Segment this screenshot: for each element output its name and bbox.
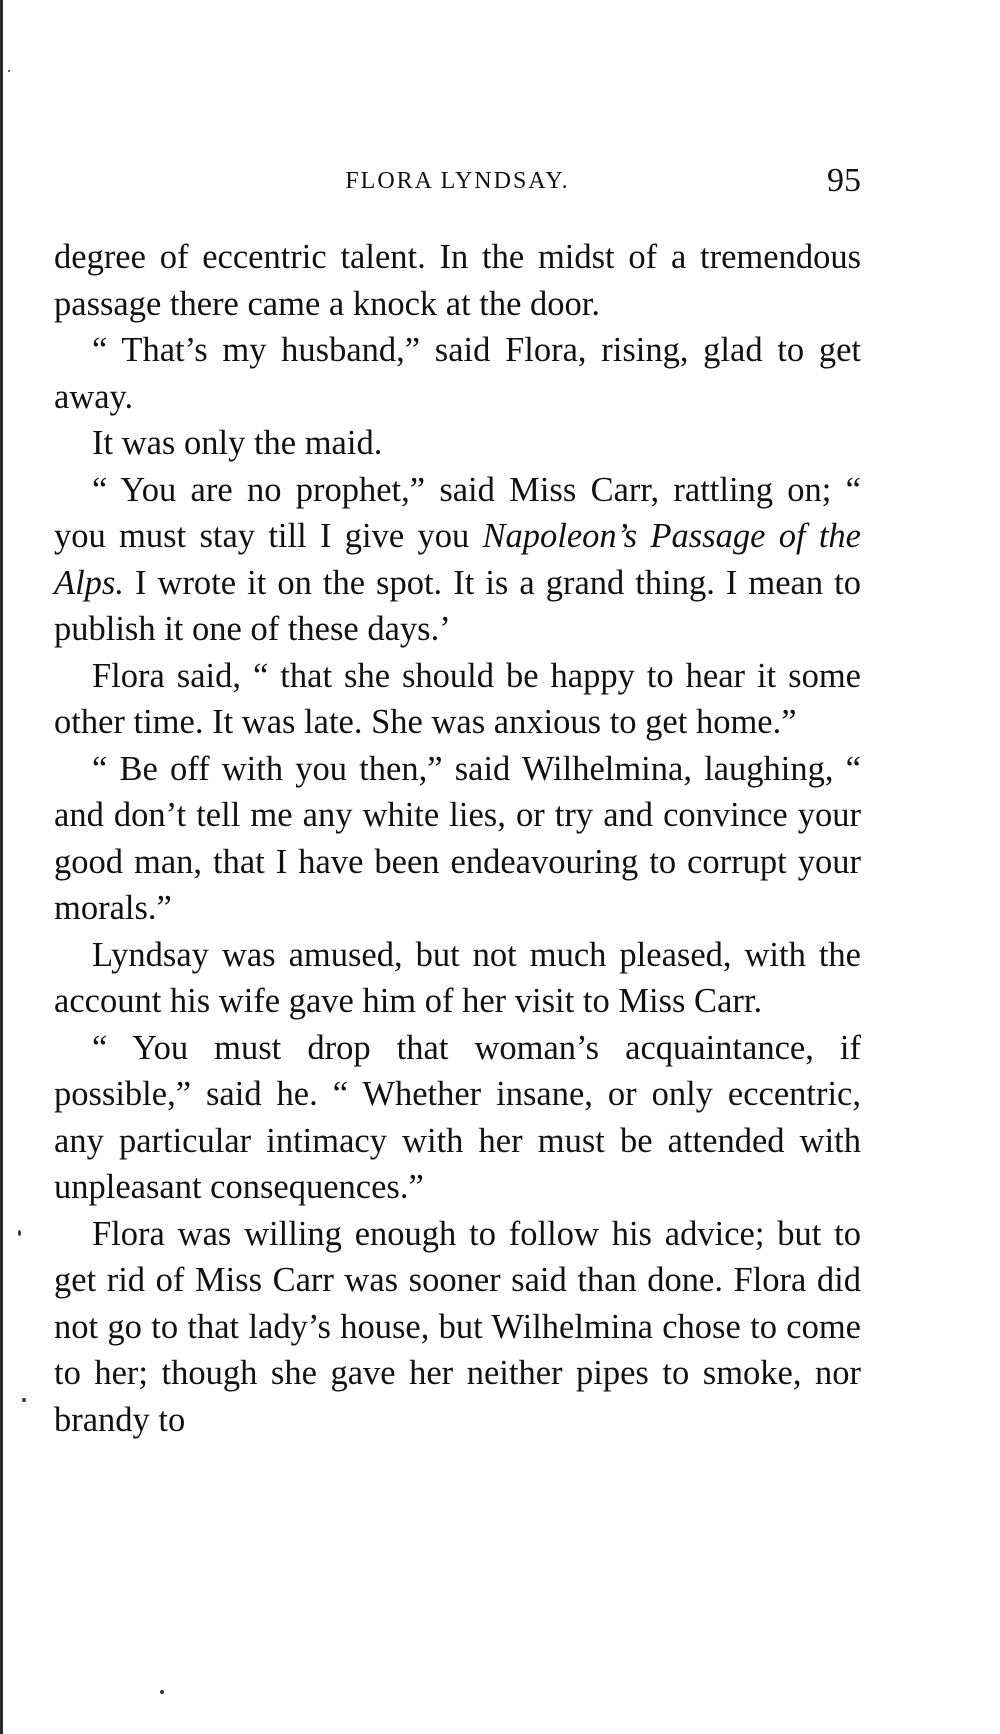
paragraph-3: It was only the maid. [92,424,383,462]
paragraph-1: degree of eccentric talent. In the midst of a tremendous passage there came a knock at the door. [54,238,861,323]
paragraph-9: Flora was willing enough to follow his advice; but to get rid of Miss Carr was sooner said than done. Flora did not go to that lady’s house, but Wilhelmina chose to come to her; though she gave her neither pipes to smoke, nor brandy to [54,1214,861,1439]
paragraph-6: “ Be off with you then,” said Wilhelmina, laughing, “ and don’t tell me any white lies, or try and convince your good man, that I have been endeavouring to corrupt your morals.” [54,749,861,927]
running-title: FLORA LYNDSAY. [345,168,570,194]
ink-speck [8,70,10,72]
ink-speck [160,1690,164,1694]
paragraph-7: Lyndsay was amused, but not much pleased, with the account his wife gave him of her visit to Miss Carr. [54,935,861,1020]
paragraph-4-text-before: “ You are no prophet,” said Miss Carr, rattling on; “ you must stay till I give you [54,470,861,555]
paragraph-5: Flora said, “ that she should be happy to hear it some other time. It was late. She was anxious to get home.” [54,656,861,741]
body-text [54,234,861,1443]
ink-speck [22,1398,26,1402]
ink-speck [18,1230,21,1236]
paragraph-4-italic-title: Napoleon’s Passage of the Alps. [54,517,861,602]
paragraph-8: “ You must drop that woman’s acquaintance, if possible,” said he. “ Whether insane, or only eccentric, any particular intimacy with her must be attended with unpleasant consequences.” [54,1028,861,1206]
paragraph-2: “ That’s my husband,” said Flora, rising, glad to get away. [54,331,861,416]
page-number: 95 [827,162,861,199]
paragraph-4 [54,467,861,653]
page-edge-shadow [0,0,3,1734]
paragraph-4-text-after: I wrote it on the spot. It is a grand thing. I mean to publish it one of these days.’ [54,563,861,648]
page-header [54,162,861,206]
